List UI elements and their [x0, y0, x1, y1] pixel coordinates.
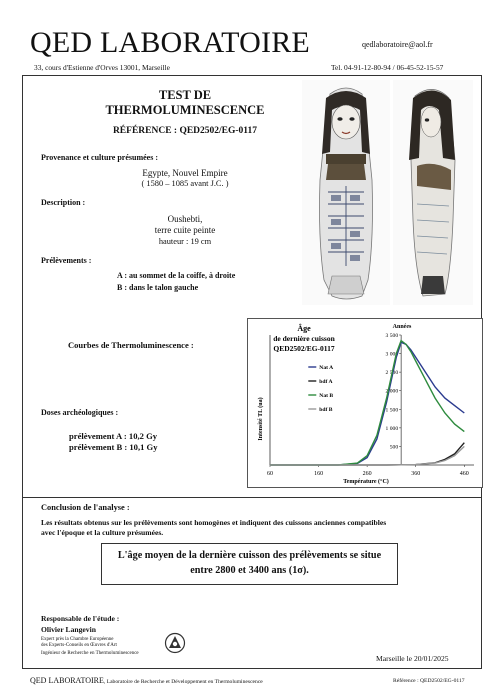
y-tick-label: 3 500: [385, 333, 399, 339]
legend-label: Nat A: [319, 365, 334, 371]
chart-xlabel: Température (°C): [343, 479, 389, 485]
y-tick-label: 2 500: [385, 370, 399, 377]
legend-label: bdf B: [319, 407, 333, 413]
legend-label: Nat B: [319, 393, 334, 399]
conclusion-box-line2: entre 2800 et 3400 ans (1σ).: [190, 565, 309, 576]
description-line2: terre cuite peinte: [154, 225, 216, 235]
test-title: [60, 88, 310, 118]
expert-line2: des Experts-Conseils en Œuvres d'Art: [41, 643, 117, 648]
object-photo-side: [393, 80, 473, 305]
test-title-line1: TEST DE: [158, 88, 212, 102]
footer-lab-desc: , Laboratoire de Recherche et Développement en Thermoluminescence: [103, 679, 263, 685]
ushabti-side-image: [393, 80, 473, 305]
provenance-line1: Egypte, Nouvel Empire: [142, 168, 228, 178]
chart-title-line3: QED2502/EG-0117: [273, 344, 335, 353]
lab-email[interactable]: qedlaboratoire@aol.fr: [362, 40, 433, 49]
footer-reference: Référence : QED2502/EG-0117: [393, 678, 465, 684]
dose-a: prélèvement A : 10,2 Gy: [69, 431, 158, 441]
tl-chart: [247, 318, 483, 488]
prelevements-label: Prélèvements :: [41, 256, 92, 265]
x-tick-label: 460: [459, 471, 469, 477]
expert-line1: Expert près la Chambre Européenne: [41, 637, 114, 642]
conclusion-text-line1: Les résultats obtenus sur les prélèvements sont homogènes et indiquent des cuissons anciennes compatibles: [41, 518, 387, 527]
dose-b: prélèvement B : 10,1 Gy: [69, 442, 158, 452]
reference: RÉFÉRENCE : QED2502/EG-0117: [112, 126, 258, 136]
x-tick-label: 160: [314, 471, 324, 477]
ushabti-front-image: [302, 80, 390, 305]
series-line-nat-b: [270, 341, 464, 465]
conclusion-divider: [22, 497, 482, 498]
description-line1: Oushebti,: [167, 214, 203, 224]
tl-chart-svg: [248, 319, 484, 489]
x-tick-label: 260: [362, 471, 372, 477]
object-photo-front: [302, 80, 390, 305]
y-tick-label: 2 000: [385, 388, 399, 395]
responsable-label: Responsable de l'étude :: [41, 614, 120, 623]
expert-line3: Ingénieur de Recherche en Thermoluminescence: [41, 651, 139, 656]
y-tick-label: 1 500: [385, 407, 399, 414]
y-tick-label: 3 000: [385, 351, 399, 358]
conclusion-text-line2: avec l'époque et la culture présumées.: [41, 528, 164, 537]
signature-date: Marseille le 20/01/2025: [376, 654, 449, 663]
chart-annees-label: Années: [392, 324, 412, 330]
courbes-label: Courbes de Thermoluminescence :: [68, 340, 194, 350]
chart-title-line2: de dernière cuisson: [273, 334, 335, 343]
y-tick-label: 500: [389, 444, 399, 451]
test-title-line2: THERMOLUMINESCENCE: [105, 103, 265, 117]
chart-ylabel: Intensité TL (ua): [258, 397, 264, 441]
conclusion-box-line1: L'âge moyen de la dernière cuisson des prélèvements se situe: [117, 550, 382, 561]
footer-lab-name: QED LABORATOIRE: [30, 676, 104, 685]
description-line3: hauteur : 19 cm: [158, 237, 212, 246]
prelevement-a: A : au sommet de la coiffe, à droite: [117, 271, 236, 280]
lab-phone: Tel. 04-91-12-80-94 / 06-45-52-15-57: [331, 63, 444, 72]
responsable-name: Olivier Langevin: [41, 625, 96, 634]
provenance-line2: ( 1580 – 1085 avant J.C. ): [141, 179, 229, 188]
series-line-bdf-a: [270, 443, 464, 465]
legend-label: bdf A: [319, 379, 333, 385]
conclusion-label: Conclusion de l'analyse :: [41, 503, 130, 512]
expert-logo-icon: [163, 632, 187, 654]
provenance-label: Provenance et culture présumées :: [41, 153, 159, 162]
footer-lab: [30, 676, 263, 685]
x-tick-label: 60: [267, 471, 273, 477]
lab-title: QED LABORATOIRE: [30, 26, 310, 59]
chart-title-line1: Âge: [297, 324, 311, 333]
description-label: Description :: [41, 198, 86, 207]
series-line-nat-a: [270, 342, 464, 465]
x-tick-label: 360: [411, 471, 421, 477]
doses-label: Doses archéologiques :: [41, 408, 119, 417]
y-tick-label: 1 000: [385, 425, 399, 432]
lab-address: 33, cours d'Estienne d'Orves 13001, Marseille: [34, 63, 170, 72]
prelevement-b: B : dans le talon gauche: [117, 283, 199, 292]
